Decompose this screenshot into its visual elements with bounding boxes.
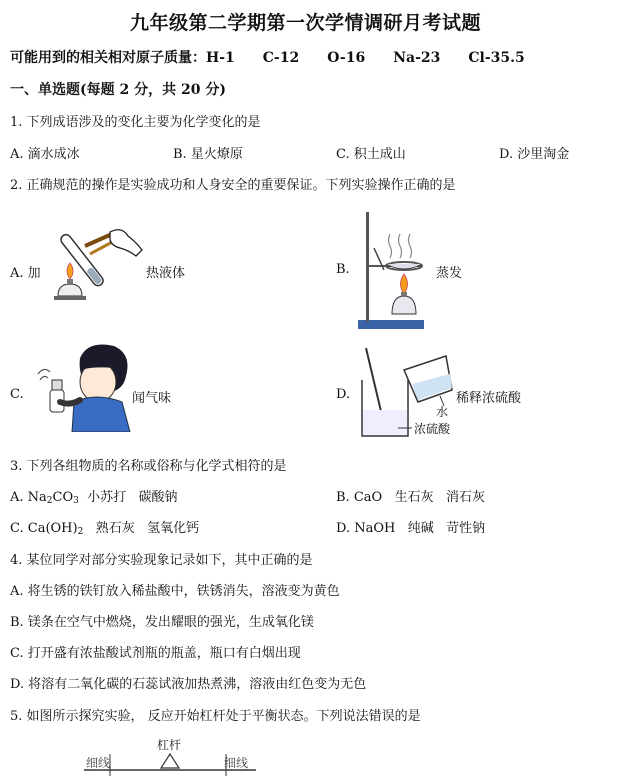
- thread-left-label: 细线: [86, 756, 111, 770]
- q3-a-sub1: 2: [46, 496, 53, 506]
- q2-stem: 2. 正确规范的操作是实验成功和人身安全的重要保证。下列实验操作正确的是: [10, 178, 456, 193]
- q2-option-d-label[interactable]: 稀释浓硫酸: [456, 391, 522, 406]
- q2-option-d-letter[interactable]: D.: [336, 387, 351, 402]
- q1-option-a[interactable]: A. 滴水成冰: [10, 147, 80, 162]
- q3-a-sub2: 3: [73, 496, 79, 506]
- q4-option-b[interactable]: B. 镁条在空气中燃烧，发出耀眼的强光，生成氧化镁: [10, 615, 314, 630]
- q3-a-mid: CO: [52, 490, 74, 505]
- mass-h: H-1: [206, 50, 235, 66]
- q1-option-d[interactable]: D. 沙里淘金: [499, 147, 570, 162]
- q4-option-a[interactable]: A. 将生锈的铁钉放入稀盐酸中，铁锈消失，溶液变为黄色: [10, 584, 340, 599]
- water-label: 水: [436, 405, 449, 419]
- q3-a-prefix: A. Na: [10, 490, 47, 505]
- smelling-gas-figure: [36, 340, 132, 432]
- mass-na: Na-23: [393, 50, 441, 66]
- q1-option-b[interactable]: B. 星火燎原: [173, 147, 243, 162]
- atomic-mass-line: [10, 47, 525, 67]
- lever-label: 杠杆: [157, 738, 182, 752]
- q3-a-rest: 小苏打 碳酸钠: [78, 490, 178, 505]
- mass-o: O-16: [327, 50, 366, 66]
- q3-option-c[interactable]: [10, 517, 199, 537]
- thread-right-label: 细线: [224, 756, 249, 770]
- mass-cl: Cl-35.5: [468, 50, 525, 66]
- atomic-mass-label: 可能用到的相关相对原子质量：: [10, 50, 206, 66]
- q4-option-d[interactable]: D. 将溶有二氧化碳的石蕊试液加热煮沸，溶液由红色变为无色: [10, 677, 367, 692]
- q3-option-d[interactable]: D. NaOH 纯碱 苛性钠: [336, 521, 486, 536]
- q2-option-a-label[interactable]: 热液体: [146, 266, 186, 281]
- mass-c: C-12: [262, 50, 300, 66]
- q4-option-c[interactable]: C. 打开盛有浓盐酸试剂瓶的瓶盖，瓶口有白烟出现: [10, 646, 301, 661]
- evaporation-figure: [352, 208, 434, 332]
- q5-stem: 5. 如图所示探究实验， 反应开始杠杆处于平衡状态。下列说法错误的是: [10, 709, 421, 724]
- q3-c-rest: 熟石灰 氢氧化钙: [83, 521, 200, 536]
- page-title: 九年级第二学期第一次学情调研月考试题: [130, 12, 482, 34]
- q1-option-c[interactable]: C. 积土成山: [336, 147, 406, 162]
- q4-stem: 4. 某位同学对部分实验现象记录如下，其中正确的是: [10, 553, 313, 568]
- q2-option-b-letter[interactable]: B.: [336, 262, 350, 277]
- section-heading: 一、单选题(每题 2 分，共 20 分): [10, 82, 226, 98]
- q2-option-b-label[interactable]: 蒸发: [436, 266, 463, 281]
- q1-stem: 1. 下列成语涉及的变化主要为化学变化的是: [10, 115, 261, 130]
- heating-liquid-figure: [50, 214, 145, 310]
- q3-option-a[interactable]: [10, 486, 178, 506]
- q3-c-prefix: C. Ca(OH): [10, 521, 78, 536]
- q3-stem: 3. 下列各组物质的名称或俗称与化学式相符的是: [10, 459, 287, 474]
- concentrated-acid-label: 浓硫酸: [414, 422, 451, 436]
- q3-c-sub: 2: [77, 527, 84, 537]
- q2-option-a-letter[interactable]: A. 加: [10, 266, 41, 281]
- q2-option-c-label[interactable]: 闻气味: [132, 391, 172, 406]
- q3-option-b[interactable]: B. CaO 生石灰 消石灰: [336, 490, 485, 505]
- q2-option-c-letter[interactable]: C.: [10, 387, 24, 402]
